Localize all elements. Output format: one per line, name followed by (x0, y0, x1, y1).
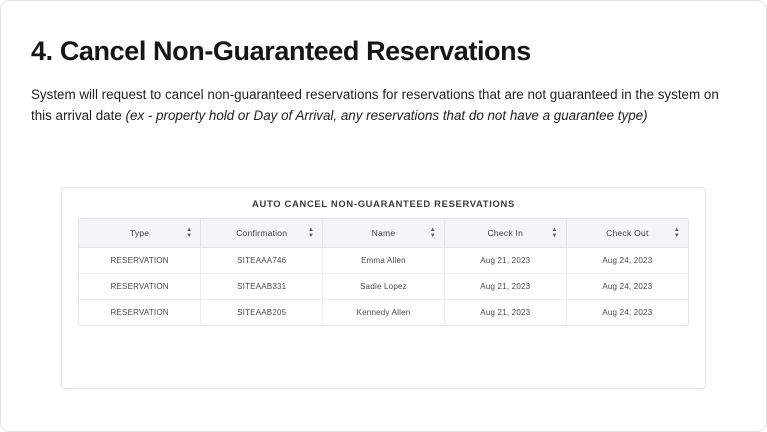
auto-cancel-panel (61, 187, 706, 389)
column-label-check-out: Check Out (606, 228, 649, 238)
table-header-row (79, 219, 688, 248)
column-header-check-in[interactable] (444, 219, 566, 248)
slide-content (31, 35, 736, 127)
table-row[interactable] (79, 248, 688, 274)
sort-icon[interactable]: ▲ ▼ (186, 227, 193, 239)
cell-name: Emma Allen (323, 248, 445, 274)
table-row[interactable] (79, 274, 688, 300)
table-row[interactable] (79, 300, 688, 326)
cell-check-out: Aug 24, 2023 (566, 248, 688, 274)
sort-icon[interactable]: ▲ ▼ (307, 227, 315, 239)
cell-name: Kennedy Allen (323, 300, 445, 326)
column-header-check-out[interactable] (566, 219, 688, 248)
column-label-confirmation: Confirmation (236, 228, 288, 238)
description-italic: (ex - property hold or Day of Arrival, any reservations that do not have a guarantee type) (125, 108, 648, 124)
reservations-table (79, 219, 688, 325)
table-body (79, 248, 688, 326)
cell-type: RESERVATION (79, 300, 201, 326)
cell-check-in: Aug 21, 2023 (444, 274, 566, 300)
panel-title: AUTO CANCEL NON-GUARANTEED RESERVATIONS (252, 198, 515, 209)
cell-confirmation: SITEAAB331 (201, 274, 323, 300)
column-header-type[interactable] (79, 219, 201, 248)
table-header (79, 219, 688, 248)
page-title: 4. Cancel Non-Guaranteed Reservations (31, 36, 531, 66)
cell-type: RESERVATION (79, 248, 201, 274)
column-label-type: Type (129, 228, 150, 238)
column-header-name[interactable] (323, 219, 445, 248)
description-plain: System will request to cancel non-guaranteed reservations for reservations that are not guaranteed in the system on this arrival date (31, 87, 719, 124)
cell-confirmation: SITEAAA746 (201, 248, 323, 274)
column-header-confirmation[interactable] (201, 219, 323, 248)
slide-description (31, 85, 736, 127)
cell-check-in: Aug 21, 2023 (444, 300, 566, 326)
column-label-name: Name (371, 228, 396, 238)
cell-check-in: Aug 21, 2023 (444, 248, 566, 274)
cell-type: RESERVATION (79, 274, 201, 300)
cell-check-out: Aug 24, 2023 (566, 274, 688, 300)
cell-confirmation: SITEAAB205 (201, 300, 323, 326)
sort-icon[interactable]: ▲ ▼ (673, 227, 680, 239)
sort-icon[interactable]: ▲ ▼ (551, 227, 558, 239)
reservations-table-wrapper (78, 218, 689, 326)
cell-check-out: Aug 24, 2023 (566, 300, 688, 326)
cell-name: Sadie Lopez (323, 274, 445, 300)
sort-icon[interactable]: ▲ ▼ (429, 227, 436, 239)
column-label-check-in: Check In (487, 228, 524, 238)
